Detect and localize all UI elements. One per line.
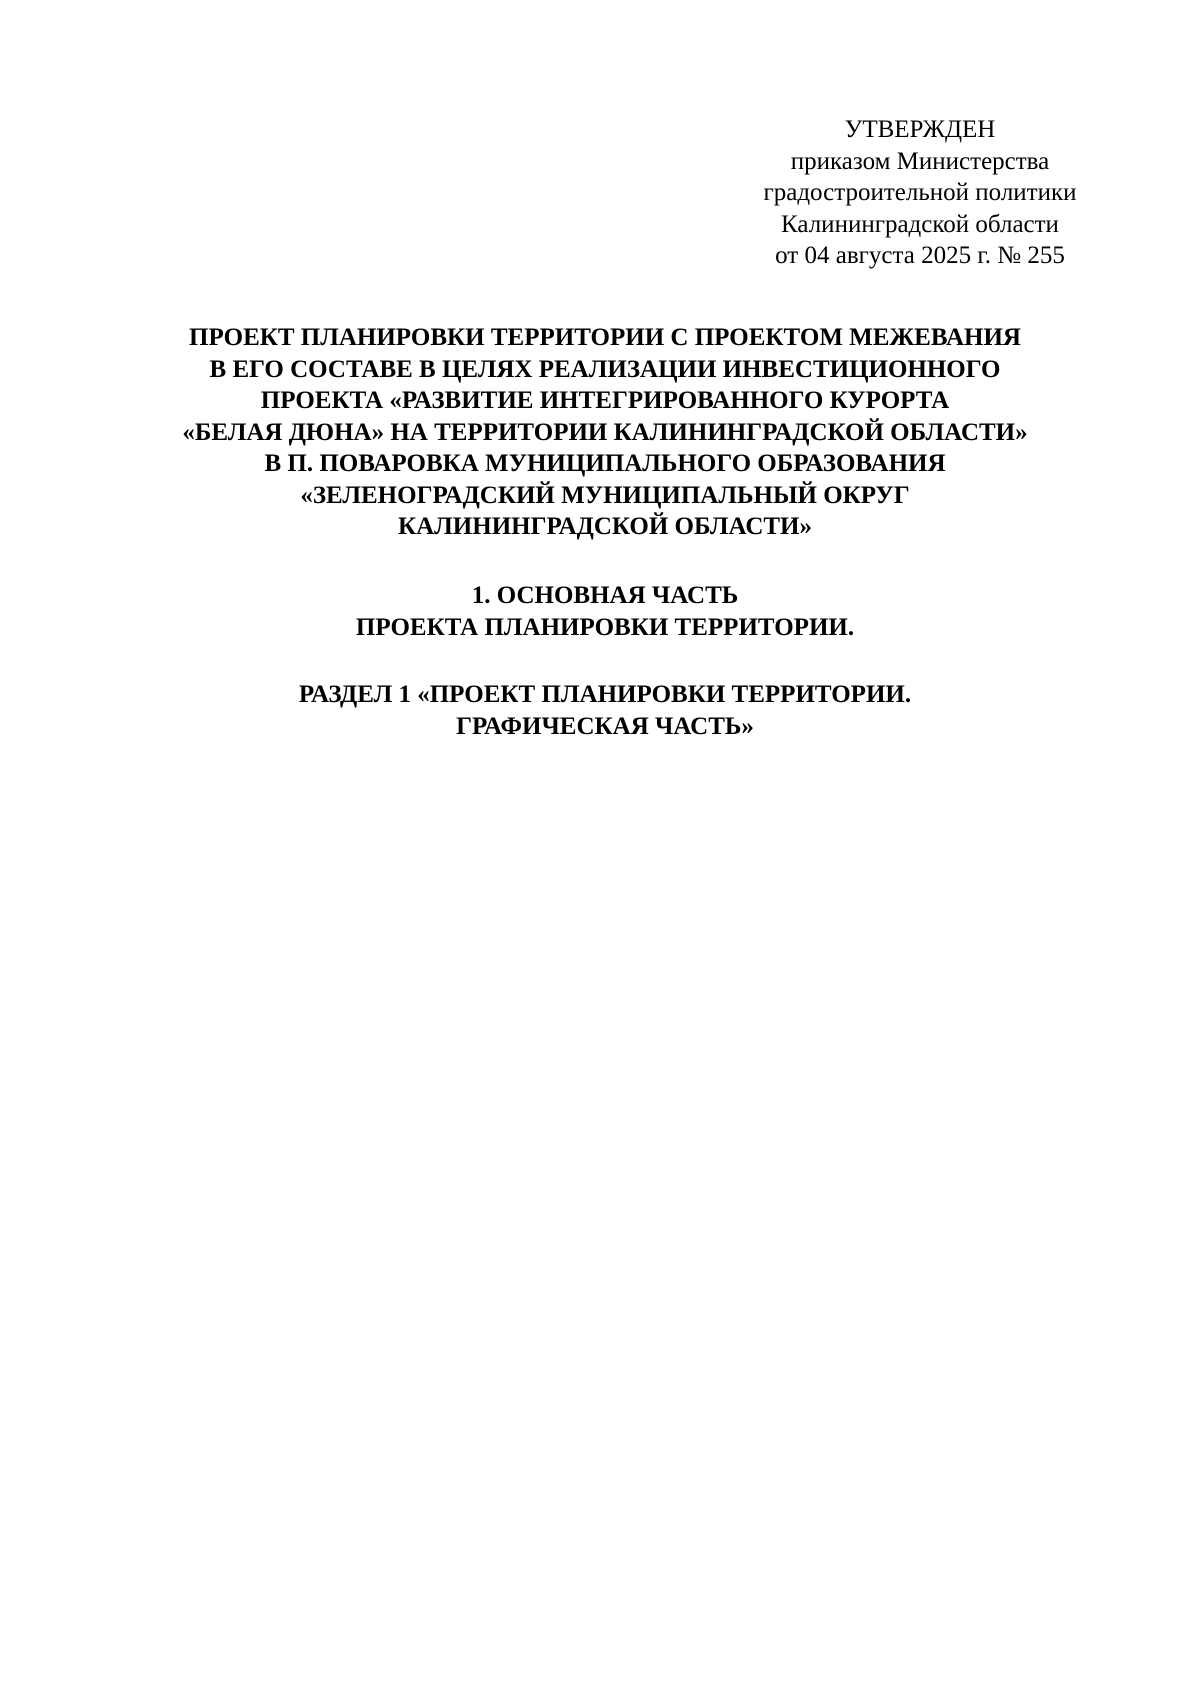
- title-line: В ЕГО СОСТАВЕ В ЦЕЛЯХ РЕАЛИЗАЦИИ ИНВЕСТИЦИОННОГО: [209, 355, 1001, 383]
- section-heading: [140, 679, 1070, 742]
- section-line: ГРАФИЧЕСКАЯ ЧАСТЬ»: [456, 712, 754, 740]
- title-line: ПРОЕКТ ПЛАНИРОВКИ ТЕРРИТОРИИ С ПРОЕКТОМ МЕЖЕВАНИЯ: [189, 324, 1021, 351]
- approval-line-region: Калининградской области: [781, 210, 1059, 238]
- document-title: [140, 322, 1070, 543]
- title-line: В П. ПОВАРОВКА МУНИЦИПАЛЬНОГО ОБРАЗОВАНИЯ: [264, 450, 946, 477]
- approval-stamp: [700, 114, 1140, 272]
- part-line: 1. ОСНОВНАЯ ЧАСТЬ: [471, 582, 739, 609]
- section-line: РАЗДЕЛ 1 «ПРОЕКТ ПЛАНИРОВКИ ТЕРРИТОРИИ.: [298, 681, 912, 708]
- title-line: КАЛИНИНГРАДСКОЙ ОБЛАСТИ»: [398, 513, 812, 540]
- approval-line-policy: градостроительной политики: [763, 179, 1077, 206]
- part-line: ПРОЕКТА ПЛАНИРОВКИ ТЕРРИТОРИИ.: [355, 613, 855, 641]
- title-line: «ЗЕЛЕНОГРАДСКИЙ МУНИЦИПАЛЬНЫЙ ОКРУГ: [300, 481, 910, 509]
- title-line: ПРОЕКТА «РАЗВИТИЕ ИНТЕГРИРОВАННОГО КУРОРТА: [260, 387, 950, 414]
- part-heading: [140, 580, 1070, 643]
- approval-line-date: от 04 августа 2025 г. № 255: [775, 242, 1065, 269]
- approval-line-order: приказом Министерства: [790, 147, 1050, 175]
- title-line: «БЕЛАЯ ДЮНА» НА ТЕРРИТОРИИ КАЛИНИНГРАДСКОЙ ОБЛАСТИ»: [182, 418, 1028, 446]
- approval-line-approved: УТВЕРЖДЕН: [844, 116, 996, 143]
